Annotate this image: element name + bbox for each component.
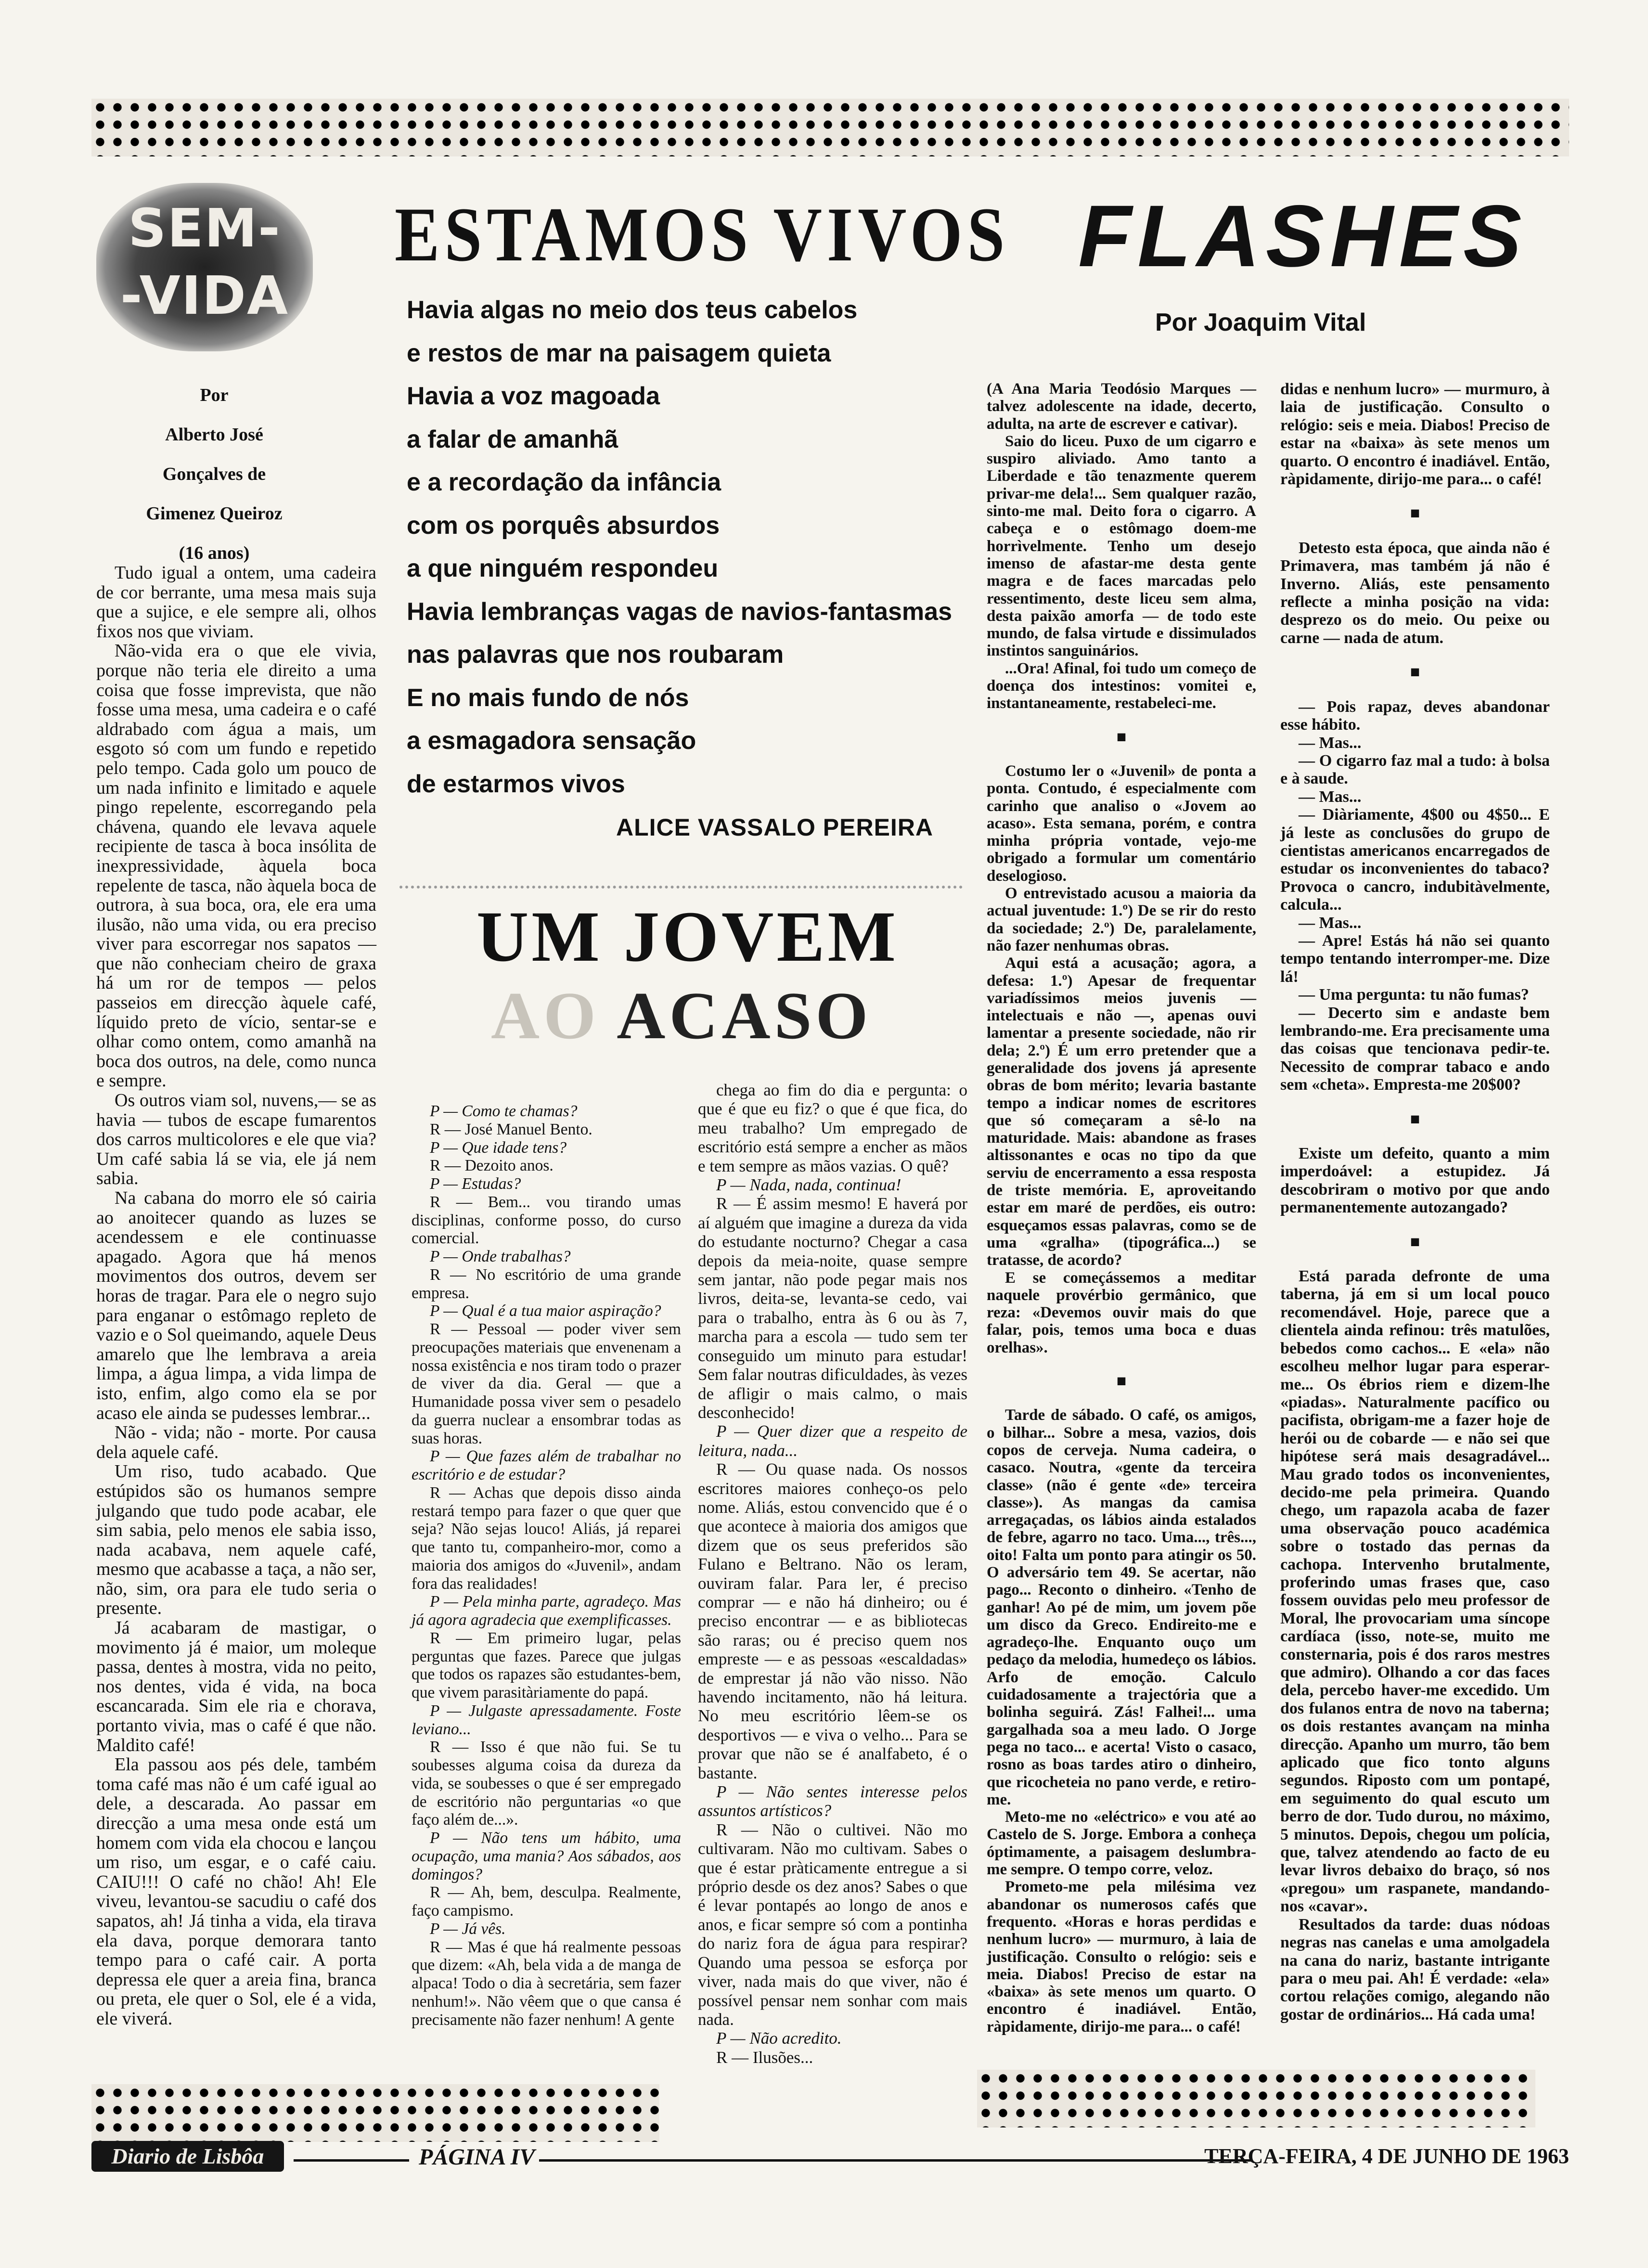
interview-question: P — Que fazes além de trabalhar no escritório e de estudar? — [412, 1447, 681, 1483]
flash-paragraph: didas e nenhum lucro» — murmuro, à laia de justificação. Consulto o relógio: seis e meia. Diabos! Preciso de estar na «baixa» às sete menos um quarto. O encontro é inadiável. Então, ràpidamente, dirijo-me para... o café! — [1280, 380, 1550, 489]
interview-answer: R — É assim mesmo! E haverá por aí alguém que imagine a dureza da vida do estudante nocturno? Chegar a casa depois da meia-noite, quase sempre sem jantar, não pode pegar mais nos livros, deita-se, levanta-se cedo, vai para o trabalho, entra às 6 ou às 7, marcha para a escola — tudo sem ter conseguido um minuto para estudar! Sem falar noutras dificuldades, às vezes de afligir o mais calmo, o mais desconhecido! — [698, 1194, 967, 1422]
poem-line: e restos de mar na paisagem quieta — [407, 339, 831, 367]
flash-paragraph: Está parada defronte de uma taberna, já em si um local pouco recomendável. Hoje, parece que a clientela ainda refinou: três matulões, bebedos como cachos... E «ela» não escolheu melhor lugar para esperar-me... Os ébrios riem e dizem-lhe «piadas». Naturalmente pacífico ou pacifista, obrigam-me a fazer hoje de herói ou de cobarde — e não sei que hipótese será mais desagradável... Mau grado todos os inconvenientes, decido-me pela primeira. Quando chego, um rapazola acaba de fazer uma observação pouco académica sobre o tostado das pernas da cachopa. Intervenho brutalmente, proferindo umas frases que, caso fossem ouvidas pelo meu professor de Moral, lhe provocariam uma síncope cardíaca (isso, note-se, muito me consternaria, pois é dos raros mestres que admiro). Olhando a cor das faces dela, percebo haver-me excedido. Um dos fulanos entra de novo na taberna; os dois restantes avançam na minha direcção. Apanho um murro, tão bem aplicado que fico tonto alguns segundos. Riposto com um pontapé, em seguimento do qual escuto um berro de dor. Tudo durou, no máximo, 5 minutos. Depois, chegou um polícia, que, talvez atendendo ao facto de eu levar livros debaixo do braço, só nos «pregou» um raspanete, mandando-nos «cavar». — [1280, 1267, 1550, 1916]
footer-rule-left — [294, 2159, 409, 2162]
issue-date: TERÇA-FEIRA, 4 DE JUNHO DE 1963 — [1204, 2144, 1569, 2168]
poem-line: E no mais fundo de nós — [407, 683, 689, 712]
interview-question: P — Julgaste apressadamente. Foste leviano... — [412, 1701, 681, 1738]
sem-vida-byline — [96, 375, 332, 573]
paragraph: Um riso, tudo acabado. Que estúpidos são os humanos sempre julgando que tudo pode acabar, ele sim sabia, pelo menos ele sabia isso, nada acabava, nem aquele café, mesmo que acabasse a taça, a não ser, não, sim, ora para ele tudo seria o presente. — [96, 1461, 376, 1619]
poem-line: e a recordação da infância — [407, 468, 721, 496]
section-separator: ■ — [1410, 663, 1420, 682]
flash-paragraph: Detesto esta época, que ainda não é Primavera, mas também já não é Inverno. Aliás, este pensamento reflecte a minha posição na vida: desprezo os do meio. Ou peixe ou carne — nada de atum. — [1280, 539, 1550, 647]
paragraph: Não-vida era o que ele vivia, porque não teria ele direito a uma coisa que fosse imprevista, que não fosse uma mesa, uma cadeira e o café aldrabado com água a mais, um esgoto só com um fundo e repetido pelo tempo. Cada golo um pouco de um nada infinito e limitado e aquele pingo repelente, escorregando pela chávena, quando ele levava aquele recipiente de tasca à boca insólita de inexpressividade, àquela boca repelente de tasca, não àquela boca de outrora, à sua boca, ora, ele era uma ilusão, não uma vida, ou era preciso viver para escorregar nos sapatos — que não conheciam cheiro de graxa há um ror de tempos — pelos passeios em direcção àquele café, líquido preto de vício, sentar-se e olhar como ontem, como amanhã na boca dos outros, na dele, como nunca e sempre. — [96, 641, 376, 1091]
sem-vida-title-line1: SEM- — [128, 197, 281, 259]
flash-paragraph: (A Ana Maria Teodósio Marques — talvez adolescente na idade, decerto, adulta, na arte de escrever e cativar). — [987, 380, 1256, 433]
flash-paragraph: — Decerto sim e andaste bem lembrando-me. Era precisamente uma das coisas que tencionava pedir-te. Necessito de comprar tabaco e ando sem «cheta». Empresta-me 20$00? — [1280, 1004, 1550, 1094]
paragraph: Ela passou aos pés dele, também toma café mas não é um café igual ao dele, a descarada. Ao passar em direcção a uma mesa onde está um homem com vida ela chocou e lançou um riso, um esgar, e o café caiu. CAIU!!! O café no chão! Ah! Ele viveu, levantou-se sacudiu o café dos sapatos, ah! Já tinha a vida, ela tirava ela dava, porque demorara tanto tempo para o café cair. A porta depressa ele quer a areia fina, branca ou preta, ele quer o Sol, ele é a vida, ele viverá. — [96, 1754, 376, 2029]
interview-answer: R — Ilusões... — [716, 2048, 813, 2067]
paragraph: Já acabaram de mastigar, o movimento já é maior, um moleque passa, dentes à mostra, vida no peito, nos dentes, vida é vida, na boca escancarada. Sim ele ria e chorava, portanto vivia, mas o café é que não. Maldito café! — [96, 1618, 376, 1755]
flash-paragraph: — Mas... — [1299, 914, 1362, 932]
interview-question: P — Estudas? — [430, 1175, 521, 1193]
interview-question: P — Nada, nada, continua! — [716, 1175, 901, 1195]
flash-paragraph: O entrevistado acusou a maioria da actual juventude: 1.º) De se rir do resto da sociedade; 2.º) De, paralelamente, não fazer nenhumas obras. — [987, 885, 1256, 954]
interview-answer: R — Achas que depois disso ainda restará tempo para fazer o que quer que seja? Não sejas louco! Aliás, já reparei que tanto tu, companheiro-mor, como a maioria dos amigos do «Juvenil», andam fora das realidades! — [412, 1483, 681, 1593]
interview-question: P — Onde trabalhas? — [430, 1248, 571, 1265]
sem-vida-title-blob — [96, 183, 313, 351]
flash-paragraph: Meto-me no «eléctrico» e vou até ao Castelo de S. Jorge. Embora a conheça óptimamente, a paisagem deslumbra-me sempre. O tempo corre, veloz. — [987, 1808, 1256, 1879]
flash-paragraph: — Diàriamente, 4$00 ou 4$50... E já leste as conclusões do grupo de cientistas americanos encarregados de estudar os inconvenientes do tabaco? Provoca o cancro, indubitàvelmente, calcula... — [1280, 806, 1550, 914]
poem-line: Havia a voz magoada — [407, 382, 660, 410]
interview-answer: R — Dezoito anos. — [430, 1157, 554, 1175]
flash-paragraph: Resultados da tarde: duas nódoas negras nas canelas e uma amolgadela na cana do nariz, bastante intrigante para o meu pai. Ah! É verdade: «ela» cortou relações comigo, alegando não gostar de ordinários... Há cada uma! — [1280, 1915, 1550, 2023]
flash-paragraph: Saio do liceu. Puxo de um cigarro e suspiro aliviado. Amo tanto a Liberdade e tão tenazmente querem privar-me dela!... Sem qualquer razão, sinto-me mal. Deito fora o cigarro. A cabeça e o estômago doem-me horrìvelmente. Tenho um desejo imenso de afastar-me desta gente magra e de faces marcadas pelo ressentimento, deste liceu sem alma, desta paixão amorfa — de todo este mundo, de falsa virtude e dissimulados instintos sanguinários. — [987, 432, 1256, 660]
flash-paragraph: — Pois rapaz, deves abandonar esse hábito. — [1280, 697, 1550, 734]
top-halftone-band — [91, 99, 1569, 156]
interview-answer: R — Ou quase nada. Os nossos escritores maiores conheço-os pelo nome. Aliás, estou convencido que é o que acontece à maioria dos amigos que dizem que os seus preferidos são Fulano e Beltrano. Não os leram, ouviram falar. Para ler, é preciso comprar — e não há dinheiro; ou é preciso encontrar — e as bibliotecas são raras; ou é preciso quem nos empreste — e as pessoas «escaldadas» de emprestar já não vão nisso. Não havendo incitamento, não há leitura. No meu escritório lêem-se os desportivos — e viva o velho... Para se provar que não se é analfabeto, é o bastante. — [698, 1460, 967, 1782]
interview-question: P — Não tens um hábito, uma ocupação, uma mania? Aos sábados, aos domingos? — [412, 1829, 681, 1883]
interview-col-1 — [412, 1102, 681, 2029]
paragraph: Os outros viam sol, nuvens,— se as havia — tubos de escape fumarentos dos carros multicolores e ele que via? Um café sabia lá se via, ele já nem sabia. — [96, 1090, 376, 1189]
interview-answer: R — Isso é que não fui. Se tu soubesses alguma coisa da dureza da vida, se soubesses o que é ser empregado de escritório não perguntarias «o que faço além de...». — [412, 1738, 681, 1829]
page-footer — [91, 2141, 1569, 2175]
flash-paragraph: — Mas... — [1299, 787, 1362, 806]
interview-question: P — Já vês. — [430, 1920, 506, 1938]
byline-line: (16 anos) — [179, 543, 250, 563]
sem-vida-body — [96, 563, 376, 2029]
poem-line: Havia lembranças vagas de navios-fantasmas — [407, 597, 953, 626]
flash-paragraph: ...Ora! Afinal, foi tudo um começo de doença dos intestinos: vomitei e, instantaneamente, restabeleci-me. — [987, 659, 1256, 712]
flashes-byline: Por Joaquim Vital — [1155, 309, 1366, 336]
byline-line: Gimenez Queiroz — [146, 503, 283, 524]
interview-answer: R — Em primeiro lugar, pelas perguntas que fazes. Parece que julgas que todos os rapazes são estudantes-bem, que vivem parasitàriamente do papá. — [412, 1629, 681, 1701]
paragraph: Tudo igual a ontem, uma cadeira de cor berrante, uma mesa mais suja que a sujice, e ele sempre ali, olhos fixos nos que viviam. — [96, 563, 376, 642]
interview-title-line1: UM JOVEM — [476, 897, 899, 977]
flash-paragraph: — O cigarro faz mal a tudo: à bolsa e à saude. — [1280, 751, 1550, 788]
flash-paragraph: Tarde de sábado. O café, os amigos, o bilhar... Sobre a mesa, vazios, dois copos de cerveja. Numa cadeira, o casaco. Noutra, «gente da terceira classe» (não é gente «de» terceira classe»). As mangas da camisa arregaçadas, os lábios ainda estalados de febre, agarro no taco. Uma..., três..., oito! Falta um ponto para atingir os 50. O adversário tem 49. Se acertar, não pago... Reconto o dinheiro. «Tenho de ganhar! Ao pé de mim, um jovem põe um disco da Greco. Endireito-me e agradeço-lhe. Enquanto ouço um pedaço da melodia, humedeço os lábios. Arfo de emoção. Calculo cuidadosamente a trajectória que a bolinha seguirá. Zás! Falhei!... uma gargalhada soa a meu lado. O Jorge pega no taco... e acerta! Visto o casaco, rosno as boas tardes atiro o dinheiro, que ricocheteia no pano verde, e retiro-me. — [987, 1406, 1256, 1808]
interview-answer: R — Pessoal — poder viver sem preocupações materiais que envenenam a nossa existência e nos tiram todo o prazer de viver da dia. Geral — que a Humanidade possa viver sem o pesadelo da guerra nuclear a ensombrar todas as suas horas. — [412, 1320, 681, 1447]
interview-title-faint: AO — [491, 979, 617, 1053]
interview-question: P — Não sentes interesse pelos assuntos artísticos? — [698, 1782, 967, 1820]
poem-title: ESTAMOS VIVOS — [395, 192, 1010, 278]
flashes-col-2 — [1280, 380, 1550, 2023]
paragraph: Na cabana do morro ele só cairia ao anoitecer quando as luzes se acendessem e ele continuasse apagado. Agora que há menos movimentos dos outros, devem ser horas de tragar. Para ele o negro sujo para enganar o estômago repleto de vazio e o Sol queimando, aquele Deus amarelo que lhe lembrava a areia limpa, a água limpa, a vida limpa de isto, enfim, algo como ela se por acaso ele ainda se pudesses lembrar... — [96, 1188, 376, 1423]
byline-line: Gonçalves de — [162, 464, 266, 484]
flash-paragraph: — Apre! Estás há não sei quanto tempo tentando interromper-me. Dize lá! — [1280, 931, 1550, 986]
byline-line: Por — [200, 385, 229, 405]
interview-answer: R — Bem... vou tirando umas disciplinas, conforme posso, do curso comercial. — [412, 1193, 681, 1248]
poem-line: Havia algas no meio dos teus cabelos — [407, 296, 858, 324]
newspaper-masthead: Diario de Lisbôa — [91, 2141, 284, 2172]
interview-title-line2 — [491, 977, 872, 1055]
poem-line: de estarmos vivos — [407, 770, 625, 798]
flash-paragraph: — Mas... — [1299, 734, 1362, 752]
flash-paragraph: E se começássemos a meditar naquele provérbio germânico, que reza: «Devemos ouvir mais do que falar, pois, temos uma boca e duas orelhas». — [987, 1269, 1256, 1356]
interview-question: P — Quer dizer que a respeito de leitura, nada... — [698, 1422, 967, 1460]
sem-vida-title-line2: -VIDA — [120, 265, 289, 326]
interview-answer: R — Não o cultivei. Não mo cultivaram. Não mo cultivam. Sabes o que é estar pràticamente entregue a si próprio desde os dez anos? Sabes o que é levar pontapés ao longo de anos e anos, e ficar sempre só com a pontinha do nariz fora de água para respirar? Quando uma pessoa se esforça por viver, nada mais do que viver, não é possível pensar nem sonhar com mais nada. — [698, 1820, 967, 2029]
interview-question: P — Como te chamas? — [430, 1102, 578, 1120]
poem-author: ALICE VASSALO PEREIRA — [616, 814, 934, 841]
interview-answer: R — Mas é que há realmente pessoas que dizem: «Ah, bela vida a de manga de alpaca! Todo o dia à secretária, sem fazer nenhum!». Não vêem que o que cansa é precisamente não fazer nenhum! A gente — [412, 1938, 681, 2029]
interview-question: P — Que idade tens? — [430, 1138, 567, 1157]
flash-paragraph: Existe um defeito, quanto a mim imperdoável: a estupidez. Já descobriram o motivo por que ando permanentemente autozangado? — [1280, 1145, 1550, 1217]
bottom-right-halftone-band — [977, 2070, 1535, 2127]
flashes-col-1 — [987, 380, 1256, 2036]
flash-paragraph: Prometo-me pela milésima vez abandonar os numerosos cafés que frequento. «Horas e horas perdidas e nenhum lucro» — murmuro, à laia de justificação. Consulto o relógio: seis e meia. Diabos! Preciso de estar na «baixa» às sete menos um quarto. O encontro é inadiável. Então, ràpidamente, dirijo-me para... o café! — [987, 1878, 1256, 2036]
interview-question: P — Pela minha parte, agradeço. Mas já agora agradecia que exemplificasses. — [412, 1593, 681, 1629]
interview-question: P — Qual é a tua maior aspiração? — [430, 1302, 661, 1320]
flashes-title: FLASHES — [1078, 187, 1528, 285]
dotted-divider — [399, 886, 963, 889]
interview-answer: R — Ah, bem, desculpa. Realmente, faço campismo. — [412, 1883, 681, 1920]
section-separator: ■ — [1410, 504, 1420, 523]
interview-question: P — Não acredito. — [716, 2029, 842, 2048]
section-separator: ■ — [1410, 1110, 1420, 1128]
flash-paragraph: Costumo ler o «Juvenil» de ponta a ponta. Contudo, é especialmente com carinho que analiso o «Jovem ao acaso». Esta semana, porém, e contra minha própria vontade, vejo-me obrigado a formular um comentário deselogioso. — [987, 762, 1256, 885]
interview-answer: R — José Manuel Bento. — [430, 1120, 592, 1138]
page-number: PÁGINA IV — [419, 2144, 535, 2170]
poem-line: nas palavras que nos roubaram — [407, 641, 784, 669]
flash-paragraph: — Uma pergunta: tu não fumas? — [1299, 986, 1529, 1004]
section-separator: ■ — [1116, 728, 1127, 746]
footer-rule-right — [539, 2159, 1251, 2162]
poem-lines — [407, 289, 952, 806]
bottom-left-halftone-band — [91, 2084, 659, 2142]
interview-answer: R — No escritório de uma grande empresa. — [412, 1265, 681, 1302]
interview-answer: chega ao fim do dia e pergunta: o que é que eu fiz? o que é que fica, do meu trabalho? Um empregado de escritório está sempre a encher as mãos e tem sempre as mãos vazias. O quê? — [698, 1081, 967, 1175]
interview-title-acaso: ACASO — [617, 979, 872, 1053]
section-separator: ■ — [1410, 1233, 1420, 1251]
interview-col-2 — [698, 1081, 967, 2067]
section-separator: ■ — [1116, 1372, 1127, 1391]
poem-line: a que ninguém respondeu — [407, 554, 719, 582]
paragraph: Não - vida; não - morte. Por causa dela aquele café. — [96, 1422, 376, 1462]
poem-line: a esmagadora sensação — [407, 727, 696, 755]
poem-line: com os porquês absurdos — [407, 511, 720, 540]
flash-paragraph: Aqui está a acusação; agora, a defesa: 1.º) Apesar de frequentar variadíssimos meios juvenis — intelectuais e não —, apenas ouvi lamentar a presente sociedade, não rir dela; 2.º) É um erro pretender que a generalidade dos jovens já apresente obras de bom mérito; levaria bastante tempo a indicar nomes de escritores que só começaram a sê-lo na maturidade. Mais: abandone as frases altissonantes e ocas no tipo da que serviu de encerramento a essa resposta de triste memória. E, aproveitando estar em maré de perdões, eis outro: esqueçamos essas palavras, como se de uma «gralha» (tipográfica...) se tratasse, de acordo? — [987, 954, 1256, 1269]
byline-line: Alberto José — [165, 425, 263, 445]
poem-line: a falar de amanhã — [407, 425, 618, 453]
